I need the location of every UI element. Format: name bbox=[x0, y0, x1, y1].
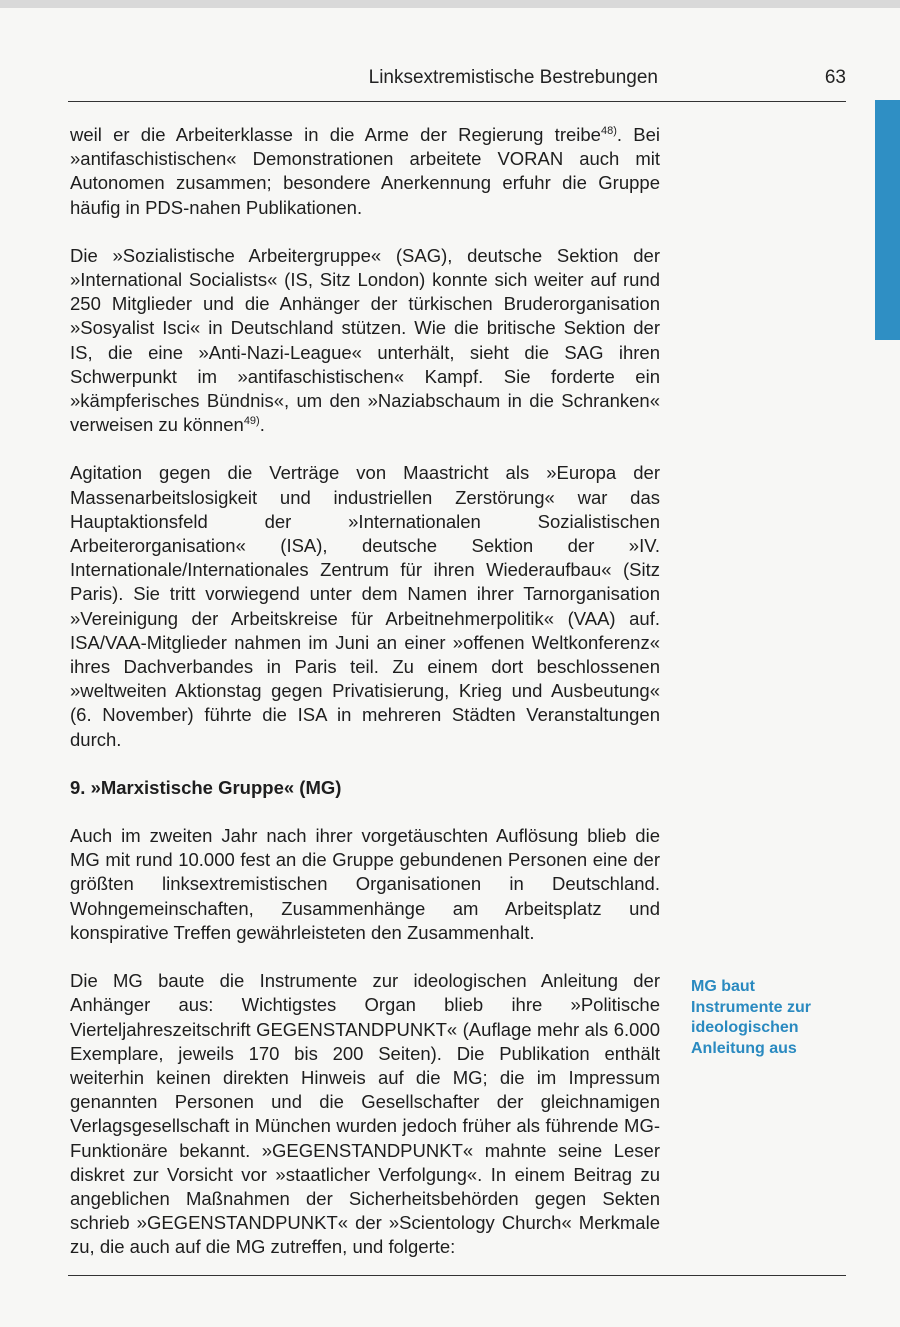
paragraph-mg-instruments: Die MG baute die Instrumente zur ideologischen Anleitung der Anhänger aus: Wichtigstes Organ blieb ihre »Politische Vierteljahreszeitschrift GEGENSTANDPUNKT« (Auflage mehr als 6.000 Exemplare, jeweils 170 bis 200 Seiten). Die Publikation enthält weiterhin keinen direkten Hinweis auf die MG; die im Impressum genannten Personen und die Gesellschafter der gleichnamigen Verlagsgesellschaft in München wurden jedoch früher als führende MG-Funktionäre bekannt. »GEGENSTANDPUNKT« mahnte seine Leser diskret zur Vorsicht vor »staatlicher Verfolgung«. In einem Beitrag zu angeblichen Maßnahmen der Sicherheitsbehörden gegen Sekten schrieb »GEGENSTANDPUNKT« der »Scientology Church« Merkmale zu, die auch auf die MG zutreffen, und folgerte: bbox=[70, 970, 660, 1258]
body-text bbox=[70, 123, 660, 1284]
chapter-tab-marker bbox=[875, 100, 900, 340]
running-header-title: Linksextremistische Bestrebungen bbox=[368, 67, 658, 88]
paragraph-isa: Agitation gegen die Verträge von Maastricht als »Europa der Massenarbeitslosigkeit und industriellen Zerstörung« war das Hauptaktionsfeld der »Internationalen Sozialistischen Arbeiterorganisation« (ISA), deutsche Sektion der »IV. Internationale/Internationales Zentrum für ihren Wiederaufbau« (Sitz Paris). Sie tritt vorwiegend unter dem Namen ihrer Tarnorganisation »Vereinigung der Arbeitskreise für Arbeitnehmerpolitik« (VAA) auf. ISA/VAA-Mitglieder nahmen im Juni an einer »offenen Weltkonferenz« ihres Dachverbandes in Paris teil. Zu einem dort beschlossenen »weltweiten Aktionstag gegen Privatisierung, Krieg und Ausbeutung« (6. November) führte die ISA in mehreren Städten Veranstaltungen durch. bbox=[70, 462, 660, 750]
footnote-ref-49[interactable]: 49) bbox=[243, 415, 260, 428]
paragraph-voran: weil er die Arbeiterklasse in die Arme der Regierung treibe$^{48)}$. Bei »antifaschistischen« Demonstrationen arbeitete VORAN auch mit Autonomen zusammen; besondere Anerkennung erfuhr die Gruppe häufig in PDS-nahen Publikationen. bbox=[70, 124, 660, 218]
paragraph-sag: Die »Sozialistische Arbeitergruppe« (SAG), deutsche Sektion der »International Socialists« (IS, Sitz London) konnte sich weiter auf rund 250 Mitglieder und die Anhänger der türkischen Bruderorganisation »Sosyalist Isci« in Deutschland stützen. Wie die britische Sektion der IS, die eine »Anti-Nazi-League« unterhält, sieht die SAG ihren Schwerpunkt im »antifaschistischen« Kampf. Sie forderte ein »kämpferisches Bündnis«, um den »Naziabschaum in die Schranken« verweisen zu können$^{49)}$. bbox=[70, 244, 660, 436]
paragraph-mg-intro: Auch im zweiten Jahr nach ihrer vorgetäuschten Auflösung blieb die MG mit rund 10.000 fest an die Gruppe gebundenen Personen eine der größten linksextremistischen Organisationen in Deutschland. Wohngemeinschaften, Zusammenhänge am Arbeitsplatz und konspirative Treffen gewährleisteten den Zusammenhalt. bbox=[70, 825, 660, 943]
section-heading: 9. »Marxistische Gruppe« (MG) bbox=[70, 776, 342, 798]
marginal-note: MG baut Instrumente zur ideologischen Anleitung aus bbox=[691, 978, 812, 1057]
footnote-ref-48[interactable]: 48) bbox=[600, 124, 617, 137]
page-number: 63 bbox=[824, 67, 846, 88]
header-divider bbox=[68, 101, 846, 102]
footer-divider bbox=[68, 1275, 846, 1276]
page-top-edge bbox=[0, 0, 900, 8]
